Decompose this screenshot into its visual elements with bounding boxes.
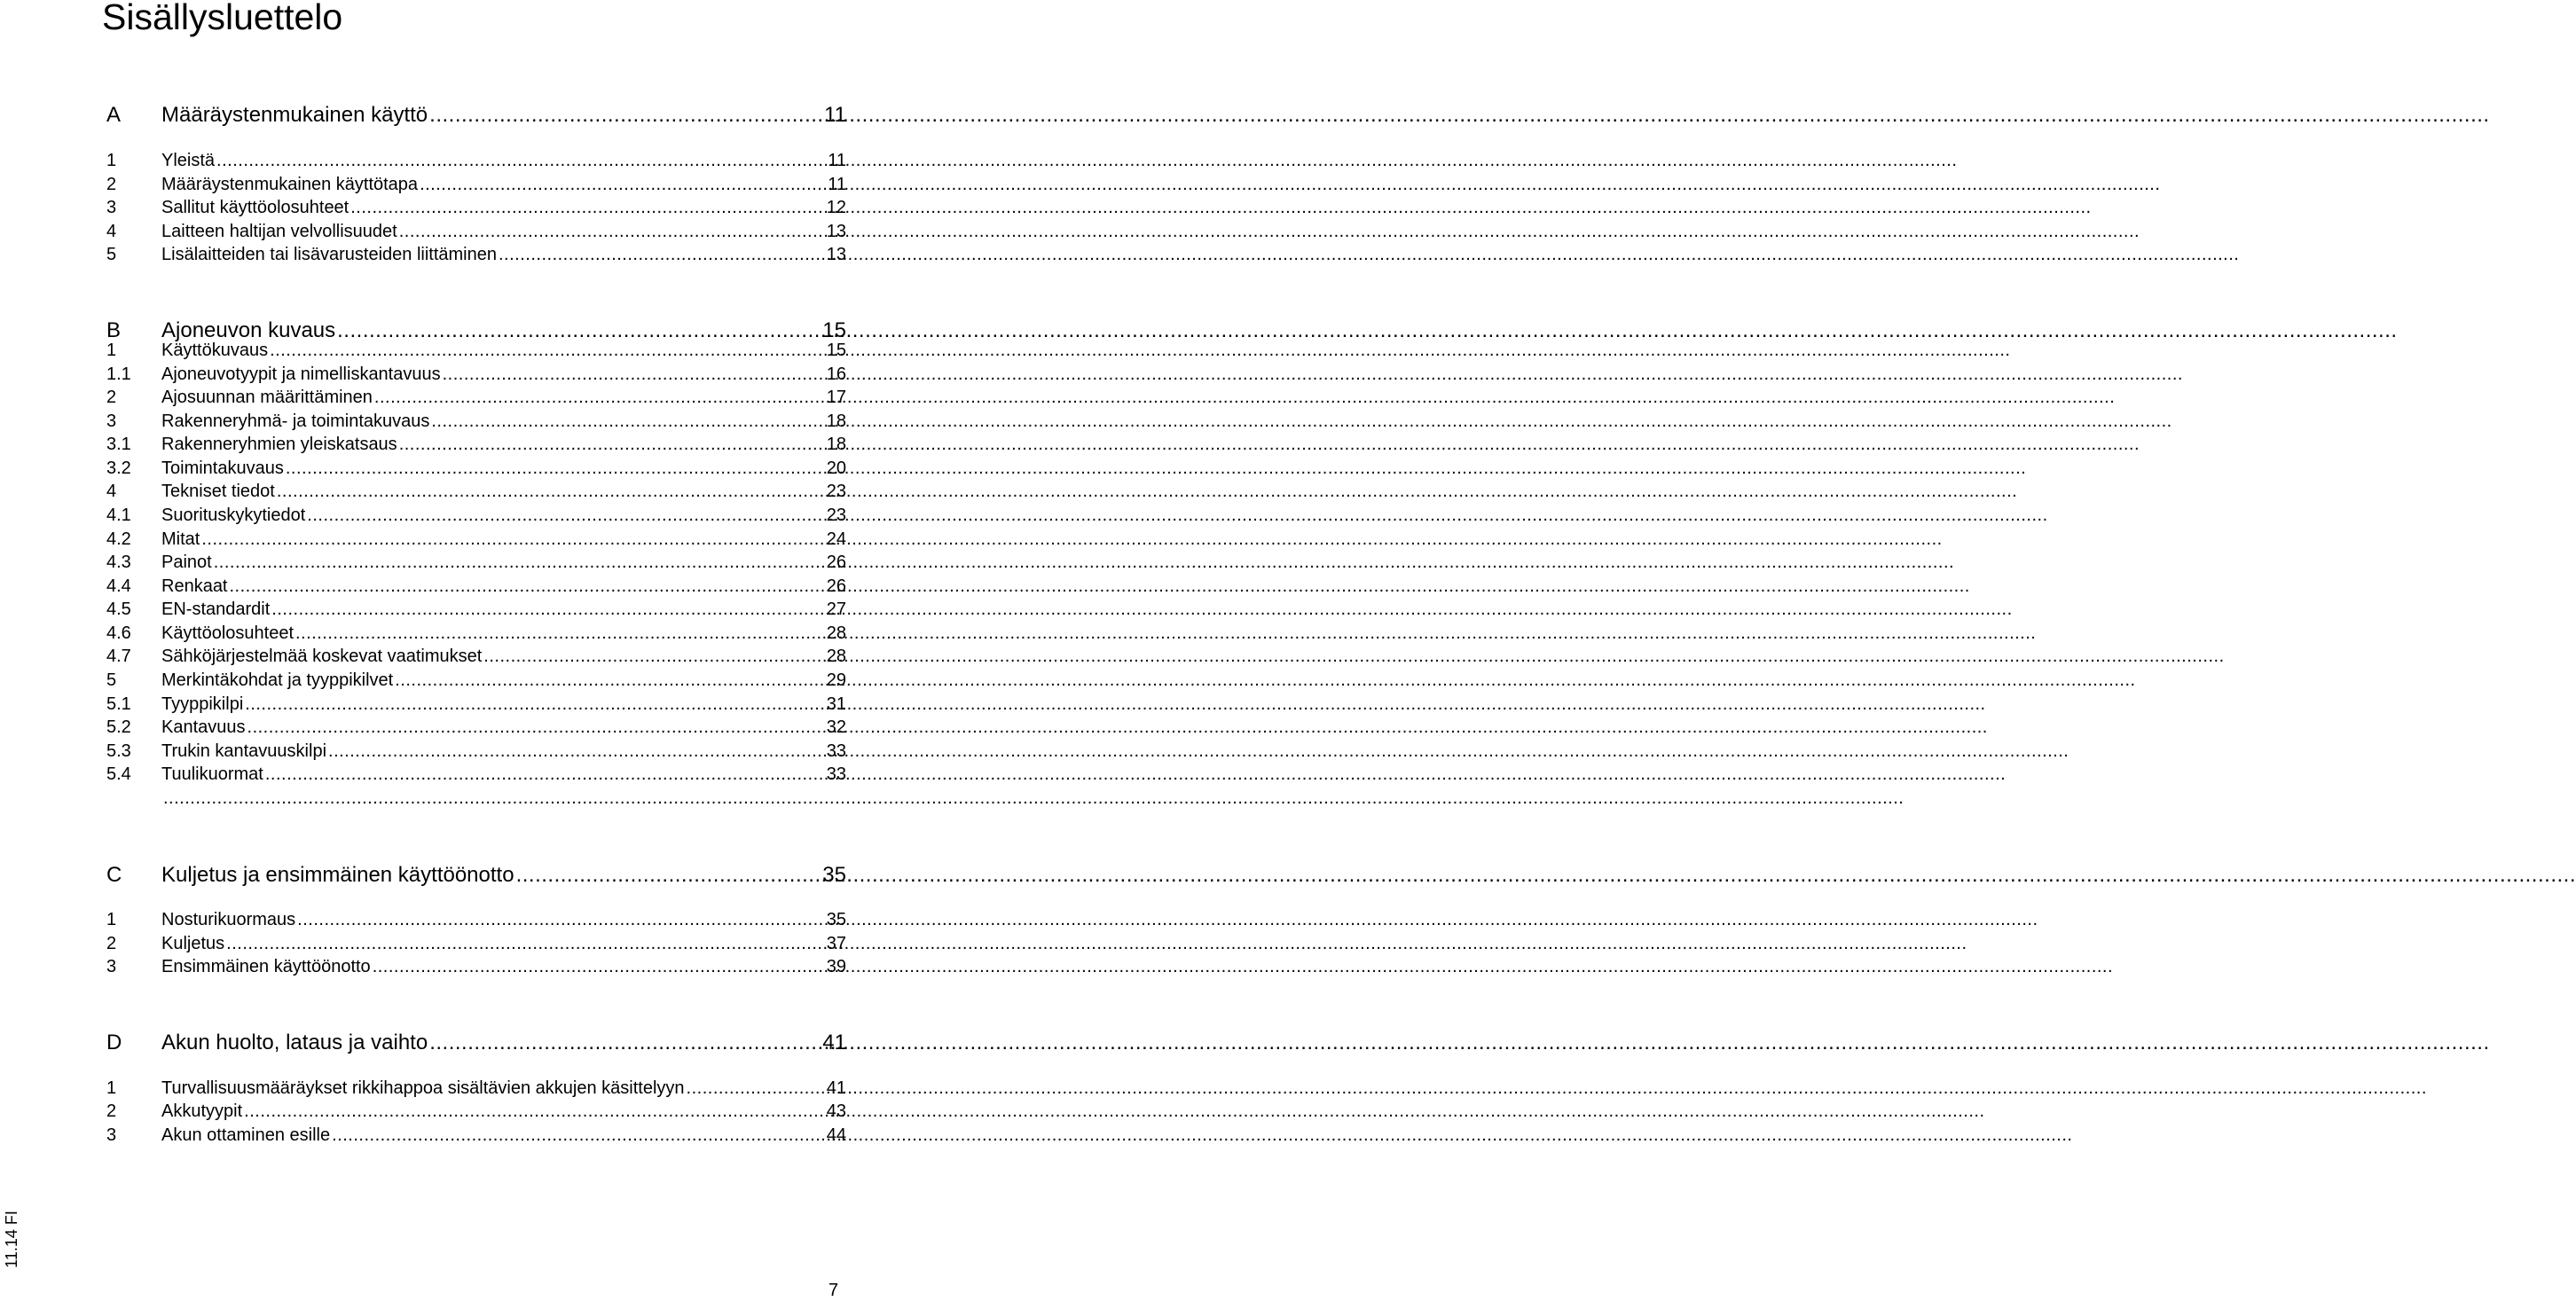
entry-page-number: 11	[828, 151, 846, 170]
dot-leader	[429, 1031, 795, 1055]
entry-number: 5	[106, 245, 117, 264]
entry-title: Nosturikuormaus	[161, 910, 296, 929]
entry-number: 3	[106, 412, 117, 431]
entry-page-number: 24	[826, 529, 846, 549]
entry-page-number: 18	[826, 412, 846, 431]
toc-section-heading[interactable]	[106, 103, 846, 131]
entry-number: 4.2	[106, 529, 131, 549]
entry-page-number: 16	[826, 364, 846, 384]
entry-page-number: 20	[826, 459, 846, 478]
page-number: 7	[829, 1281, 839, 1300]
entry-number: 4.1	[106, 506, 131, 525]
dot-leader	[429, 103, 795, 128]
section-letter: D	[106, 1031, 122, 1054]
entry-title: Ensimmäinen käyttöönotto	[161, 957, 371, 976]
toc-entry[interactable]	[106, 151, 846, 174]
entry-title: Rakenneryhmien yleiskatsaus	[161, 435, 397, 454]
dot-leader	[373, 957, 795, 977]
entry-page-number: 13	[826, 245, 846, 264]
document-code-text: 11.14 FI	[2, 1210, 20, 1268]
toc-entry[interactable]	[106, 1078, 846, 1101]
entry-number: 3	[106, 957, 117, 976]
entry-number: 5	[106, 670, 117, 690]
toc-section-heading[interactable]	[106, 863, 846, 891]
entry-number: 4.5	[106, 600, 131, 619]
toc-entry[interactable]	[106, 364, 846, 388]
dot-leader	[265, 764, 795, 785]
entry-title: Toimintakuvaus	[161, 459, 284, 478]
section-letter: A	[106, 103, 122, 127]
entry-number: 1	[106, 910, 117, 929]
toc-section-heading[interactable]	[106, 1031, 846, 1059]
entry-title: Sähköjärjestelmää koskevat vaatimukset	[161, 647, 483, 666]
toc-entry[interactable]	[106, 576, 846, 600]
entry-page-number: 44	[826, 1125, 846, 1145]
toc-entry[interactable]	[106, 529, 846, 553]
entry-page-number: 37	[826, 934, 846, 953]
entry-page-number: 23	[826, 506, 846, 525]
entry-title: Yleistä	[161, 151, 216, 170]
entry-title: Turvallisuusmääräykset rikkihappoa sisältävien akkujen käsittelyyn	[161, 1078, 685, 1098]
dot-leader	[687, 1078, 795, 1099]
dot-leader	[395, 670, 795, 691]
dot-leader	[350, 198, 795, 218]
dot-leader	[483, 647, 795, 667]
dot-leader	[216, 151, 795, 171]
toc-entry[interactable]	[106, 222, 846, 245]
entry-number: 4	[106, 482, 117, 501]
entry-title: Rakenneryhmä- ja toimintakuvaus	[161, 412, 430, 431]
entry-page-number: 33	[826, 741, 846, 761]
toc-entry[interactable]	[106, 459, 846, 482]
entry-title: Kuljetus	[161, 934, 225, 953]
entry-page-number: 13	[826, 222, 846, 241]
toc-entry[interactable]	[106, 647, 846, 670]
section-page-number: 41	[822, 1031, 846, 1054]
entry-page-number: 26	[826, 576, 846, 596]
entry-number: 4	[106, 222, 117, 241]
toc-entry[interactable]	[106, 412, 846, 435]
toc-entry[interactable]	[106, 341, 846, 364]
dot-leader	[328, 741, 795, 762]
dot-leader	[420, 175, 795, 195]
entry-page-number: 43	[826, 1101, 846, 1121]
entry-number: 2	[106, 175, 117, 194]
entry-title: Ajoneuvotyypit ja nimelliskantavuus	[161, 364, 441, 384]
dot-leader	[295, 623, 795, 644]
entry-title: Akkutyypit	[161, 1101, 243, 1121]
entry-number: 5.4	[106, 764, 131, 784]
section-title: Akun huolto, lataus ja vaihto	[161, 1031, 428, 1054]
entry-title: Tyyppikilpi	[161, 694, 244, 714]
dot-leader	[245, 694, 795, 715]
entry-page-number: 12	[826, 198, 846, 217]
dot-leader	[247, 717, 795, 738]
toc-entry[interactable]	[106, 435, 846, 458]
entry-title: Käyttöolosuhteet	[161, 623, 294, 643]
entry-page-number: 27	[826, 600, 846, 619]
entry-title: Tekniset tiedot	[161, 482, 275, 501]
section-title: Kuljetus ja ensimmäinen käyttöönotto	[161, 863, 514, 887]
toc-entry[interactable]	[106, 694, 846, 717]
toc-entry[interactable]	[106, 623, 846, 647]
toc-entry[interactable]	[106, 910, 846, 933]
dot-leader	[431, 412, 795, 432]
dot-leader	[244, 1101, 795, 1122]
entry-title: Akun ottaminen esille	[161, 1125, 331, 1145]
entry-page-number: 28	[826, 623, 846, 643]
dot-leader	[286, 459, 795, 479]
toc-entry[interactable]	[106, 741, 846, 764]
entry-number: 3	[106, 198, 117, 217]
entry-number: 3	[106, 1125, 117, 1145]
entry-page-number: 41	[826, 1078, 846, 1098]
entry-page-number: 15	[826, 341, 846, 360]
dot-leader	[214, 553, 795, 573]
dot-leader	[297, 910, 795, 930]
dot-leader	[230, 576, 796, 597]
dot-leader	[443, 364, 795, 385]
dot-leader	[277, 482, 795, 502]
entry-page-number: 35	[826, 910, 846, 929]
entry-number: 1.1	[106, 364, 131, 384]
section-title: Määräystenmukainen käyttö	[161, 103, 428, 127]
entry-number: 2	[106, 388, 117, 407]
entry-page-number: 28	[826, 647, 846, 666]
entry-title: Painot	[161, 553, 212, 572]
toc-entry[interactable]	[106, 1101, 846, 1125]
toc-entry[interactable]	[106, 506, 846, 529]
entry-title: Kantavuus	[161, 717, 246, 737]
entry-number: 3.1	[106, 435, 131, 454]
section-page-number: 11	[824, 103, 846, 127]
entry-number: 2	[106, 1101, 117, 1121]
dot-leader	[226, 934, 795, 954]
section-letter: B	[106, 318, 122, 342]
entry-title: Lisälaitteiden tai lisävarusteiden liittäminen	[161, 245, 497, 264]
toc-entry[interactable]	[106, 788, 846, 811]
entry-page-number: 26	[826, 553, 846, 572]
entry-page-number: 33	[826, 764, 846, 784]
entry-title: Mitat	[161, 529, 200, 549]
dot-leader	[307, 506, 795, 526]
toc-entry[interactable]	[106, 957, 846, 980]
toc-entry[interactable]	[106, 934, 846, 957]
entry-title: Trukin kantavuuskilpi	[161, 741, 327, 761]
entry-title: Renkaat	[161, 576, 228, 596]
entry-number: 5.1	[106, 694, 131, 714]
document-code	[0, 1208, 23, 1270]
toc-entry[interactable]	[106, 175, 846, 198]
entry-number: 3.2	[106, 459, 131, 478]
entry-title: Määräystenmukainen käyttötapa	[161, 175, 419, 194]
entry-title: EN-standardit	[161, 600, 271, 619]
entry-page-number: 39	[826, 957, 846, 976]
entry-number: 5.2	[106, 717, 131, 737]
entry-page-number: 11	[828, 175, 846, 194]
entry-title: Sallitut käyttöolosuhteet	[161, 198, 349, 217]
dot-leader	[399, 222, 795, 242]
dot-leader	[374, 388, 795, 408]
entry-page-number: 18	[826, 435, 846, 454]
dot-leader	[163, 788, 795, 809]
dot-leader	[332, 1125, 795, 1146]
entry-number: 4.6	[106, 623, 131, 643]
toc-entry[interactable]	[106, 600, 846, 623]
dot-leader	[201, 529, 795, 550]
entry-page-number: 23	[826, 482, 846, 501]
entry-number: 5.3	[106, 741, 131, 761]
entry-title: Suorituskykytiedot	[161, 506, 306, 525]
entry-number: 4.3	[106, 553, 131, 572]
dot-leader	[516, 863, 795, 888]
section-page-number: 15	[822, 318, 846, 342]
toc-entry[interactable]	[106, 553, 846, 576]
section-page-number: 35	[822, 863, 846, 887]
toc-entry[interactable]	[106, 717, 846, 741]
toc-entry[interactable]	[106, 245, 846, 268]
entry-title: Laitteen haltijan velvollisuudet	[161, 222, 397, 241]
dot-leader	[337, 318, 795, 343]
entry-number: 1	[106, 1078, 117, 1098]
toc-entry[interactable]	[106, 482, 846, 505]
toc-entry[interactable]	[106, 764, 846, 788]
toc-entry[interactable]	[106, 388, 846, 411]
page-title: Sisällysluettelo	[102, 0, 343, 37]
entry-page-number: 32	[826, 717, 846, 737]
entry-number: 4.4	[106, 576, 131, 596]
entry-number: 1	[106, 341, 117, 360]
entry-page-number: 31	[826, 694, 846, 714]
entry-title: Tuulikuormat	[161, 764, 263, 784]
entry-title: Ajosuunnan määrittäminen	[161, 388, 373, 407]
toc-entry[interactable]	[106, 670, 846, 694]
entry-number: 4.7	[106, 647, 131, 666]
dot-leader	[499, 245, 795, 265]
dot-leader	[271, 600, 795, 620]
entry-title: Merkintäkohdat ja tyyppikilvet	[161, 670, 394, 690]
entry-number: 1	[106, 151, 117, 170]
toc-entry[interactable]	[106, 1125, 846, 1148]
entry-title: Käyttökuvaus	[161, 341, 269, 360]
section-title: Ajoneuvon kuvaus	[161, 318, 336, 342]
section-letter: C	[106, 863, 122, 887]
entry-number: 2	[106, 934, 117, 953]
entry-page-number: 29	[826, 670, 846, 690]
dot-leader	[270, 341, 795, 361]
dot-leader	[399, 435, 795, 455]
entry-page-number: 17	[826, 388, 846, 407]
toc-entry[interactable]	[106, 198, 846, 221]
